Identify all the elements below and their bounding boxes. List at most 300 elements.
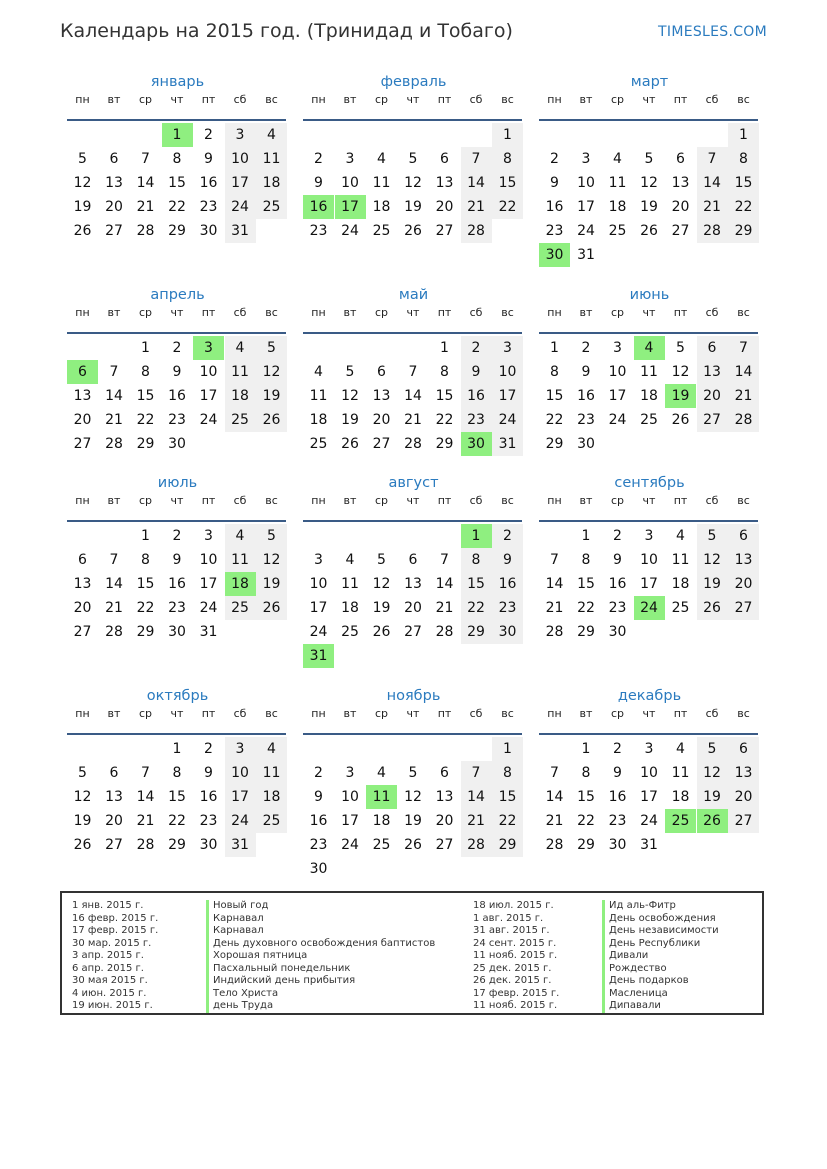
weekday-header: пн [547, 707, 562, 720]
day-cell: 21 [136, 813, 155, 829]
holiday-name: День духовного освобождения баптистов [213, 937, 436, 949]
day-cell: 25 [671, 600, 690, 616]
month-name: ноябрь [386, 688, 441, 704]
day-cell: 15 [492, 785, 523, 809]
day-cell: 28 [461, 219, 492, 243]
day-cell: 13 [105, 789, 123, 805]
day-cell: 8 [728, 147, 759, 171]
day-cell: 12 [256, 360, 287, 384]
day-cell: 11 [225, 548, 256, 572]
weekday-header: пт [437, 306, 452, 319]
day-cell: 12 [256, 548, 287, 572]
weekday-header: ср [374, 494, 389, 507]
weekday-header: сб [469, 494, 483, 507]
holiday-names-left [213, 900, 435, 1013]
day-cell: 11 [256, 147, 287, 171]
day-cell: 22 [728, 195, 759, 219]
day-cell: 26 [372, 624, 391, 640]
day-cell: 11 [671, 765, 690, 781]
header-rule [539, 520, 758, 522]
day-cell: 21 [435, 600, 454, 616]
day-cell: 15 [136, 576, 155, 592]
day-cell: 15 [492, 171, 523, 195]
day-cell: 7 [408, 364, 418, 380]
day-cell: 4 [676, 741, 685, 757]
holiday-date: 11 нояб. 2015 г. [473, 950, 558, 961]
month-grid [67, 494, 288, 654]
day-cell: 12 [73, 175, 92, 191]
holiday-name: День освобождения [609, 912, 716, 924]
day-cell: 8 [581, 765, 591, 781]
month-4 [67, 284, 288, 466]
weekday-header: вс [501, 93, 514, 106]
weekday-header: чт [642, 93, 656, 106]
holiday-day-cell: 30 [539, 243, 570, 267]
holiday-legend [60, 891, 764, 1015]
month-grid [539, 93, 760, 263]
day-cell: 8 [440, 364, 449, 380]
day-cell: 17 [640, 576, 658, 592]
day-cell: 30 [168, 624, 186, 640]
holiday-date: 30 мар. 2015 г. [72, 937, 152, 949]
month-name: февраль [380, 74, 447, 90]
day-cell: 23 [168, 412, 186, 428]
day-cell: 1 [141, 340, 150, 356]
day-cell: 18 [309, 412, 328, 428]
day-cell: 20 [728, 572, 759, 596]
day-cell: 3 [644, 528, 654, 544]
day-cell: 4 [613, 151, 622, 167]
day-cell: 6 [377, 364, 386, 380]
day-cell: 27 [105, 223, 123, 239]
day-cell: 5 [697, 524, 728, 548]
day-cell: 19 [697, 785, 728, 809]
day-cell: 6 [440, 151, 449, 167]
day-cell: 16 [309, 813, 328, 829]
weekday-header: пн [311, 306, 326, 319]
day-cell: 17 [608, 388, 627, 404]
day-cell: 17 [225, 171, 256, 195]
holiday-date: 1 янв. 2015 г. [72, 900, 144, 911]
day-cell: 28 [105, 624, 123, 640]
month-name: декабрь [617, 688, 682, 704]
weekday-header: ср [610, 494, 625, 507]
day-cell: 10 [640, 552, 658, 568]
weekday-header: пн [547, 306, 562, 319]
day-cell: 9 [314, 175, 323, 191]
day-cell: 3 [225, 737, 256, 761]
holiday-day-cell: 30 [461, 432, 492, 456]
day-cell: 17 [199, 576, 218, 592]
weekday-header: вс [737, 93, 750, 106]
day-cell: 24 [309, 624, 328, 640]
day-cell: 2 [204, 741, 213, 757]
day-cell: 3 [492, 336, 523, 360]
day-cell: 11 [225, 360, 256, 384]
day-cell: 29 [577, 837, 595, 853]
day-cell: 26 [256, 596, 287, 620]
month-name: октябрь [146, 688, 209, 704]
day-cell: 12 [404, 175, 422, 191]
holiday-date: 3 апр. 2015 г. [72, 950, 144, 961]
day-cell: 10 [577, 175, 595, 191]
day-cell: 5 [644, 151, 654, 167]
day-cell: 12 [671, 364, 690, 380]
day-cell: 27 [435, 837, 454, 853]
day-cell: 24 [199, 600, 218, 616]
day-cell: 20 [728, 785, 759, 809]
weekday-header: вт [343, 93, 357, 106]
day-cell: 20 [105, 813, 123, 829]
day-cell: 18 [341, 600, 359, 616]
day-cell: 5 [78, 151, 87, 167]
holiday-name: Ид аль-Фитр [609, 900, 676, 911]
month-grid [303, 306, 524, 466]
day-cell: 24 [492, 408, 523, 432]
day-cell: 7 [141, 151, 150, 167]
day-cell: 5 [256, 336, 287, 360]
day-cell: 16 [545, 199, 564, 215]
day-cell: 1 [440, 340, 449, 356]
day-cell: 23 [199, 813, 218, 829]
header-rule [67, 733, 286, 735]
day-cell: 26 [73, 837, 92, 853]
day-cell: 19 [404, 199, 422, 215]
weekday-header: вт [343, 306, 357, 319]
weekday-header: вс [737, 306, 750, 319]
day-cell: 3 [314, 552, 323, 568]
weekday-header: сб [705, 494, 719, 507]
header-rule [303, 332, 522, 334]
day-cell: 10 [492, 360, 523, 384]
weekday-header: ср [374, 306, 389, 319]
weekday-header: вт [579, 707, 593, 720]
day-cell: 27 [73, 624, 92, 640]
month-name: март [630, 74, 669, 90]
weekday-header: ср [138, 707, 153, 720]
day-cell: 20 [435, 199, 454, 215]
day-cell: 12 [341, 388, 359, 404]
header-rule [303, 119, 522, 121]
day-cell: 17 [341, 813, 359, 829]
holiday-date: 26 дек. 2015 г. [473, 975, 552, 986]
day-cell: 18 [608, 199, 627, 215]
day-cell: 3 [345, 151, 355, 167]
day-cell: 31 [577, 247, 595, 263]
holiday-day-cell: 25 [665, 809, 696, 833]
day-cell: 1 [581, 528, 591, 544]
day-cell: 15 [168, 175, 186, 191]
day-cell: 16 [608, 789, 627, 805]
day-cell: 25 [225, 596, 256, 620]
month-name: апрель [150, 287, 205, 303]
day-cell: 28 [136, 223, 155, 239]
holiday-day-cell: 24 [634, 596, 665, 620]
day-cell: 2 [314, 151, 323, 167]
day-cell: 3 [581, 151, 591, 167]
weekday-header: вт [107, 306, 121, 319]
brand-link[interactable]: TIMESLES.COM [658, 24, 767, 40]
day-cell: 15 [168, 789, 186, 805]
day-cell: 9 [461, 360, 492, 384]
day-cell: 27 [435, 223, 454, 239]
day-cell: 22 [492, 809, 523, 833]
day-cell: 2 [172, 528, 182, 544]
day-cell: 7 [440, 552, 449, 568]
day-cell: 25 [225, 408, 256, 432]
holiday-date: 18 июл. 2015 г. [473, 900, 554, 911]
weekday-header: вс [501, 494, 514, 507]
day-cell: 24 [577, 223, 595, 239]
day-cell: 8 [492, 147, 523, 171]
day-cell: 16 [168, 388, 186, 404]
weekday-header: сб [705, 707, 719, 720]
day-cell: 6 [109, 765, 119, 781]
month-grid [67, 306, 288, 466]
month-name: август [388, 475, 439, 491]
day-cell: 24 [341, 837, 359, 853]
day-cell: 22 [492, 195, 523, 219]
day-cell: 9 [550, 175, 559, 191]
weekday-header: ср [374, 707, 389, 720]
day-cell: 15 [461, 572, 492, 596]
weekday-header: сб [233, 93, 247, 106]
weekday-header: вс [501, 306, 514, 319]
day-cell: 23 [608, 813, 627, 829]
day-cell: 9 [613, 765, 622, 781]
day-cell: 16 [461, 384, 492, 408]
month-grid [303, 93, 524, 253]
day-cell: 31 [225, 219, 256, 243]
day-cell: 10 [199, 364, 218, 380]
day-cell: 23 [461, 408, 492, 432]
day-cell: 14 [105, 576, 123, 592]
day-cell: 27 [404, 624, 422, 640]
weekday-header: вт [107, 494, 121, 507]
day-cell: 3 [613, 340, 622, 356]
day-cell: 19 [640, 199, 658, 215]
weekday-header: сб [469, 306, 483, 319]
weekday-header: сб [469, 93, 483, 106]
day-cell: 27 [697, 408, 728, 432]
weekday-header: ср [374, 93, 389, 106]
holiday-marker-bar [206, 900, 209, 1013]
day-cell: 22 [136, 600, 155, 616]
day-cell: 13 [435, 789, 454, 805]
weekday-header: вс [265, 494, 278, 507]
weekday-header: чт [406, 93, 420, 106]
day-cell: 28 [545, 837, 564, 853]
day-cell: 6 [728, 524, 759, 548]
day-cell: 19 [697, 572, 728, 596]
holiday-day-cell: 16 [303, 195, 334, 219]
weekday-header: пт [201, 306, 216, 319]
day-cell: 16 [199, 789, 218, 805]
day-cell: 24 [640, 813, 658, 829]
holiday-name: День подарков [609, 975, 689, 986]
day-cell: 27 [728, 596, 759, 620]
day-cell: 8 [141, 552, 150, 568]
holiday-date: 17 февр. 2015 г. [72, 925, 159, 936]
holiday-dates-left [72, 900, 158, 1013]
day-cell: 4 [377, 765, 386, 781]
day-cell: 23 [608, 600, 627, 616]
day-cell: 1 [581, 741, 591, 757]
weekday-header: вт [579, 494, 593, 507]
weekday-header: чт [406, 494, 420, 507]
day-cell: 25 [640, 412, 658, 428]
day-cell: 16 [492, 572, 523, 596]
day-cell: 21 [461, 195, 492, 219]
day-cell: 14 [545, 576, 564, 592]
weekday-header: вт [579, 306, 593, 319]
holiday-name: Карнавал [213, 912, 264, 924]
month-name: июнь [629, 287, 670, 303]
day-cell: 18 [640, 388, 658, 404]
day-cell: 8 [581, 552, 591, 568]
day-cell: 1 [172, 741, 182, 757]
day-cell: 21 [105, 412, 123, 428]
day-cell: 7 [461, 147, 492, 171]
month-name: июль [157, 475, 198, 491]
day-cell: 6 [676, 151, 685, 167]
day-cell: 10 [199, 552, 218, 568]
day-cell: 4 [256, 123, 287, 147]
day-cell: 5 [408, 151, 418, 167]
day-cell: 3 [345, 765, 355, 781]
day-cell: 11 [671, 552, 690, 568]
day-cell: 7 [109, 364, 119, 380]
day-cell: 30 [199, 837, 218, 853]
holiday-day-cell: 3 [193, 336, 224, 360]
day-cell: 14 [136, 789, 155, 805]
weekday-header: чт [170, 494, 184, 507]
holiday-name: Пасхальный понедельник [213, 962, 351, 974]
day-cell: 7 [697, 147, 728, 171]
day-cell: 13 [105, 175, 123, 191]
day-cell: 9 [314, 789, 323, 805]
day-cell: 2 [314, 765, 323, 781]
day-cell: 24 [341, 223, 359, 239]
day-cell: 13 [372, 388, 391, 404]
day-cell: 8 [172, 765, 182, 781]
day-cell: 20 [372, 412, 391, 428]
holiday-day-cell: 1 [461, 524, 492, 548]
weekday-header: ср [138, 306, 153, 319]
weekday-header: вс [501, 707, 514, 720]
holiday-day-cell: 18 [225, 572, 256, 596]
day-cell: 9 [172, 552, 182, 568]
day-cell: 5 [408, 765, 418, 781]
day-cell: 6 [408, 552, 418, 568]
weekday-header: ср [138, 494, 153, 507]
day-cell: 23 [492, 596, 523, 620]
day-cell: 16 [199, 175, 218, 191]
weekday-header: ср [138, 93, 153, 106]
day-cell: 26 [697, 596, 728, 620]
day-cell: 9 [581, 364, 591, 380]
day-cell: 27 [73, 436, 92, 452]
holiday-day-cell: 19 [665, 384, 696, 408]
day-cell: 15 [728, 171, 759, 195]
day-cell: 2 [613, 741, 622, 757]
day-cell: 14 [728, 360, 759, 384]
day-cell: 14 [545, 789, 564, 805]
day-cell: 28 [697, 219, 728, 243]
holiday-name: День Республики [609, 937, 701, 949]
day-cell: 5 [377, 552, 386, 568]
day-cell: 22 [168, 813, 186, 829]
day-cell: 28 [136, 837, 155, 853]
month-7 [67, 472, 288, 654]
holiday-day-cell: 17 [335, 195, 366, 219]
day-cell: 11 [372, 175, 391, 191]
day-cell: 4 [676, 528, 685, 544]
holiday-date: 30 мая 2015 г. [72, 975, 148, 986]
day-cell: 12 [640, 175, 658, 191]
day-cell: 28 [404, 436, 422, 452]
weekday-header: чт [642, 707, 656, 720]
day-cell: 29 [492, 833, 523, 857]
weekday-header: пн [547, 494, 562, 507]
month-6 [539, 284, 760, 466]
day-cell: 24 [225, 195, 256, 219]
weekday-header: пн [547, 93, 562, 106]
holiday-name: Тело Христа [213, 987, 279, 999]
day-cell: 17 [492, 384, 523, 408]
day-cell: 8 [550, 364, 559, 380]
day-cell: 3 [644, 741, 654, 757]
header-rule [539, 733, 758, 735]
month-12 [539, 685, 760, 867]
day-cell: 31 [199, 624, 218, 640]
day-cell: 17 [225, 785, 256, 809]
day-cell: 7 [141, 765, 150, 781]
weekday-header: чт [170, 707, 184, 720]
day-cell: 11 [256, 761, 287, 785]
day-cell: 24 [199, 412, 218, 428]
weekday-header: пт [673, 494, 688, 507]
holiday-name: день Труда [213, 1000, 274, 1011]
day-cell: 5 [345, 364, 355, 380]
holiday-date: 6 апр. 2015 г. [72, 962, 144, 974]
day-cell: 27 [105, 837, 123, 853]
holiday-name: Индийский день прибытия [213, 975, 356, 986]
weekday-header: пт [201, 494, 216, 507]
day-cell: 15 [545, 388, 564, 404]
holiday-marker-bar [602, 900, 605, 1013]
day-cell: 31 [492, 432, 523, 456]
day-cell: 27 [728, 809, 759, 833]
weekday-header: сб [233, 494, 247, 507]
day-cell: 28 [545, 624, 564, 640]
weekday-header: пт [437, 494, 452, 507]
weekday-header: чт [642, 306, 656, 319]
day-cell: 25 [608, 223, 627, 239]
day-cell: 9 [172, 364, 182, 380]
day-cell: 6 [78, 552, 87, 568]
holiday-day-cell: 26 [697, 809, 728, 833]
holiday-day-cell: 4 [634, 336, 665, 360]
weekday-header: чт [406, 707, 420, 720]
day-cell: 17 [309, 600, 328, 616]
weekday-header: вт [579, 93, 593, 106]
month-grid [67, 93, 288, 253]
day-cell: 18 [372, 199, 391, 215]
holiday-name: Карнавал [213, 925, 264, 936]
day-cell: 12 [372, 576, 391, 592]
day-cell: 30 [608, 624, 627, 640]
